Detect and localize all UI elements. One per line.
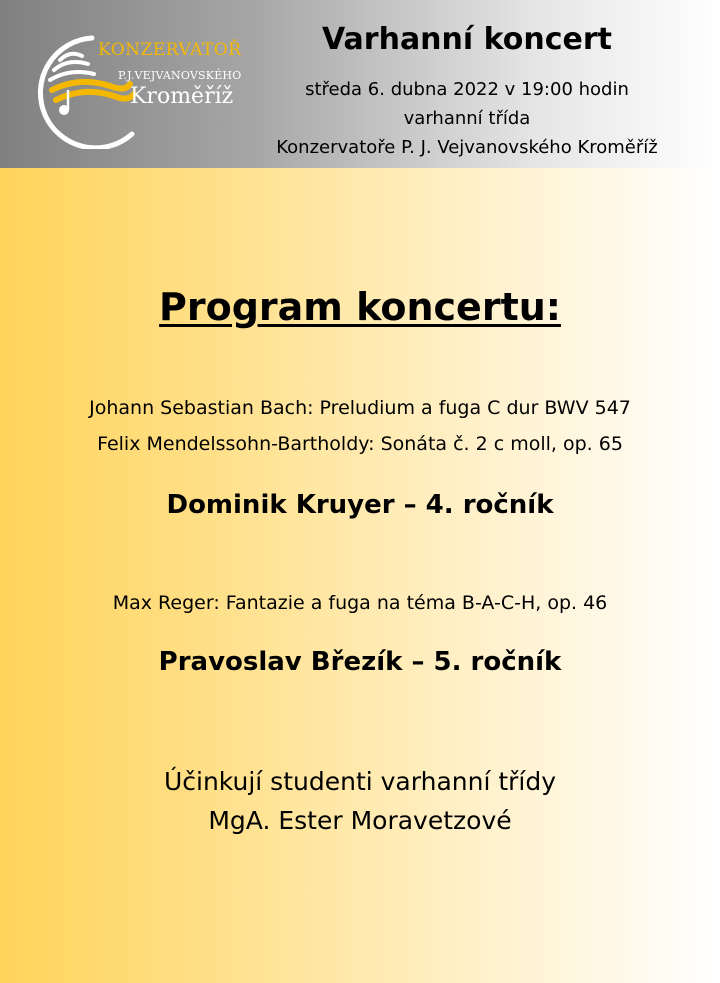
logo-text-kromeriz: Kroměříž bbox=[130, 84, 234, 109]
logo-text-konzervator: KONZERVATOŘ bbox=[98, 40, 242, 60]
performer-dominik-kruyer: Dominik Kruyer – 4. ročník bbox=[166, 490, 554, 520]
program-title: Program koncertu: bbox=[159, 285, 561, 329]
performer-pravoslav-brezik: Pravoslav Březík – 5. ročník bbox=[158, 647, 562, 677]
event-class: varhanní třída bbox=[403, 108, 531, 129]
piece-reger: Max Reger: Fantazie a fuga na téma B-A-C-H, op. 46 bbox=[112, 592, 608, 614]
piece-bach: Johann Sebastian Bach: Preludium a fuga C dur BWV 547 bbox=[89, 397, 631, 419]
footer-performers-line: Účinkují studenti varhanní třídy bbox=[163, 767, 557, 796]
header-banner bbox=[0, 0, 720, 168]
logo-text-vejvanovskeho: P.J.VEJVANOVSKÉHO bbox=[118, 69, 242, 82]
piece-mendelssohn: Felix Mendelssohn-Bartholdy: Sonáta č. 2 c moll, op. 65 bbox=[97, 433, 623, 455]
event-date: středa 6. dubna 2022 v 19:00 hodin bbox=[305, 79, 629, 100]
footer-teacher-line: MgA. Ester Moravetzové bbox=[208, 806, 512, 835]
conservatory-logo bbox=[30, 24, 250, 149]
event-institution: Konzervatoře P. J. Vejvanovského Kroměříž bbox=[276, 137, 658, 158]
event-title: Varhanní koncert bbox=[321, 22, 613, 57]
